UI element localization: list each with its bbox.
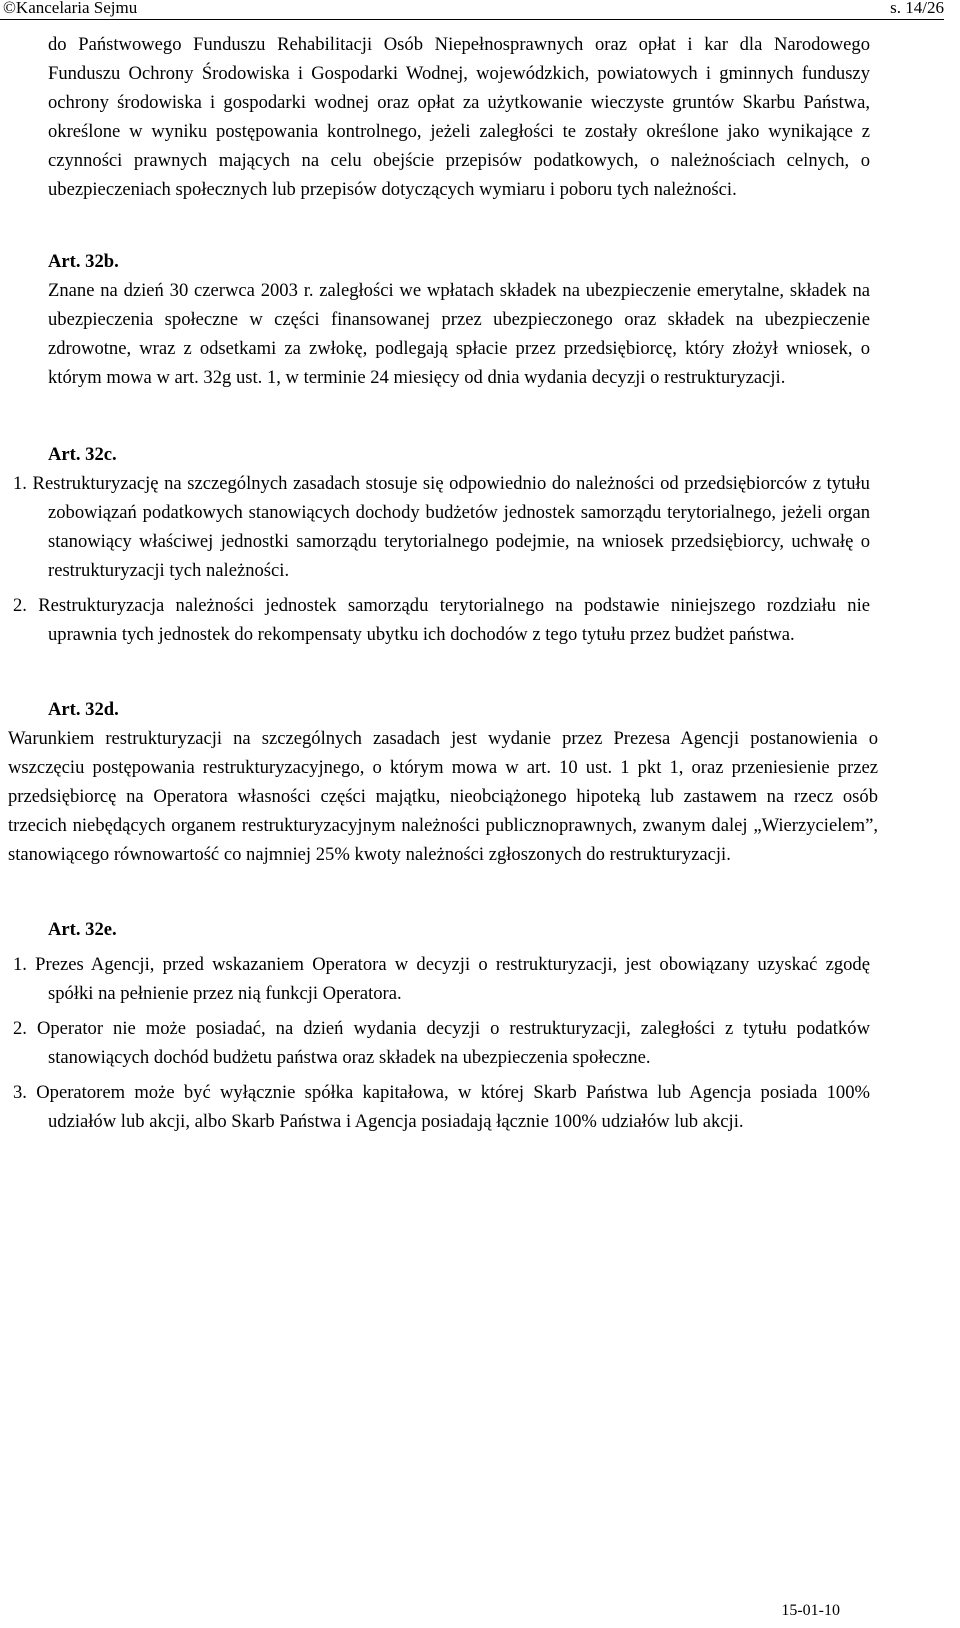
list-item <box>13 1078 870 1136</box>
item-text: Operator nie może posiadać, na dzień wydania decyzji o restrukturyzacji, zaległości z tytułu podatków stanowiących dochód budżetu państwa oraz składek na ubezpieczenia społeczne. <box>36 1018 870 1068</box>
list-item <box>13 469 870 585</box>
item-number: 3. <box>13 1082 27 1103</box>
art-32d-heading: Art. 32d. <box>48 699 119 720</box>
item-number: 1. <box>13 954 27 975</box>
page-header <box>0 0 944 20</box>
art-32b-text: Znane na dzień 30 czerwca 2003 r. zaległości we wpłatach składek na ubezpieczenie emerytalne, składek na ubezpieczenia społeczne w części finansowanej przez ubezpieczonego oraz składek na ubezpieczenie zdrowotne, wraz z odsetkami za zwłokę, podlegają spłacie przez przedsiębiorcę, który złożył wniosek, o którym mowa w art. 32g ust. 1, w terminie 24 miesięcy od dnia wydania decyzji o restrukturyzacji. <box>48 280 870 388</box>
intro-paragraph: do Państwowego Funduszu Rehabilitacji Osób Niepełnosprawnych oraz opłat i kar dla Narodowego Funduszu Ochrony Środowiska i Gospodarki Wodnej, wojewódzkich, powiatowych i gminnych funduszy ochrony środowiska i gospodarki wodnej oraz opłat za użytkowanie wieczyste gruntów Skarbu Państwa, określone w wyniku postępowania kontrolnego, jeżeli zaległości te zostały określone jako wynikające z czynności prawnych mających na celu obejście przepisów podatkowych, o należnościach celnych, o ubezpieczeniach społecznych lub przepisów dotyczących wymiaru i poboru tych należności. <box>48 34 870 200</box>
item-text: Operatorem może być wyłącznie spółka kapitałowa, w której Skarb Państwa lub Agencja posiada 100% udziałów lub akcji, albo Skarb Państwa i Agencja posiadają łącznie 100% udziałów lub akcji. <box>36 1082 870 1132</box>
list-item <box>13 950 870 1008</box>
header-divider <box>0 19 944 20</box>
art-32e-heading: Art. 32e. <box>48 919 117 940</box>
art-32b-heading: Art. 32b. <box>48 251 119 272</box>
item-text: Prezes Agencji, przed wskazaniem Operatora w decyzji o restrukturyzacji, jest obowiązany uzyskać zgodę spółki na pełnienie przez nią funkcji Operatora. <box>35 954 870 1004</box>
art-32c-heading: Art. 32c. <box>48 444 117 465</box>
item-number: 2. <box>13 1018 27 1039</box>
item-text: Restrukturyzację na szczególnych zasadach stosuje się odpowiednio do należności od przedsiębiorców z tytułu zobowiązań podatkowych stanowiących dochody budżetów jednostek samorządu terytorialnego, jeżeli organ stanowiący właściwej jednostki samorządu terytorialnego podejmie, na wniosek przedsiębiorcy, uchwałę o restrukturyzacji tych należności. <box>32 473 870 581</box>
footer-date: 15-01-10 <box>781 1602 840 1619</box>
header-copyright: ©Kancelaria Sejmu <box>3 0 138 17</box>
item-number: 1. <box>13 473 27 494</box>
item-number: 2. <box>13 595 27 616</box>
list-item <box>13 591 870 649</box>
header-page-number: s. 14/26 <box>890 0 944 17</box>
art-32c-list <box>13 469 870 649</box>
art-32e-list <box>13 950 870 1136</box>
art-32d-text: Warunkiem restrukturyzacji na szczególnych zasadach jest wydanie przez Prezesa Agencji postanowienia o wszczęciu postępowania restrukturyzacyjnego, o którym mowa w art. 10 ust. 1 pkt 1, oraz przeniesienie przez przedsiębiorcę na Operatora własności części majątku, nieobciążonego hipoteką lub zastawem na rzecz osób trzecich niebędących organem restrukturyzacyjnym należności publicznoprawnych, zwanym dalej „Wierzycielem”, stanowiącego równowartość co najmniej 25% kwoty należności zgłoszonych do restrukturyzacji. <box>8 728 878 865</box>
list-item <box>13 1014 870 1072</box>
document-body <box>8 30 878 1136</box>
item-text: Restrukturyzacja należności jednostek samorządu terytorialnego na podstawie niniejszego rozdziału nie uprawnia tych jednostek do rekompensaty ubytku ich dochodów z tego tytułu przez budżet państwa. <box>38 595 870 645</box>
